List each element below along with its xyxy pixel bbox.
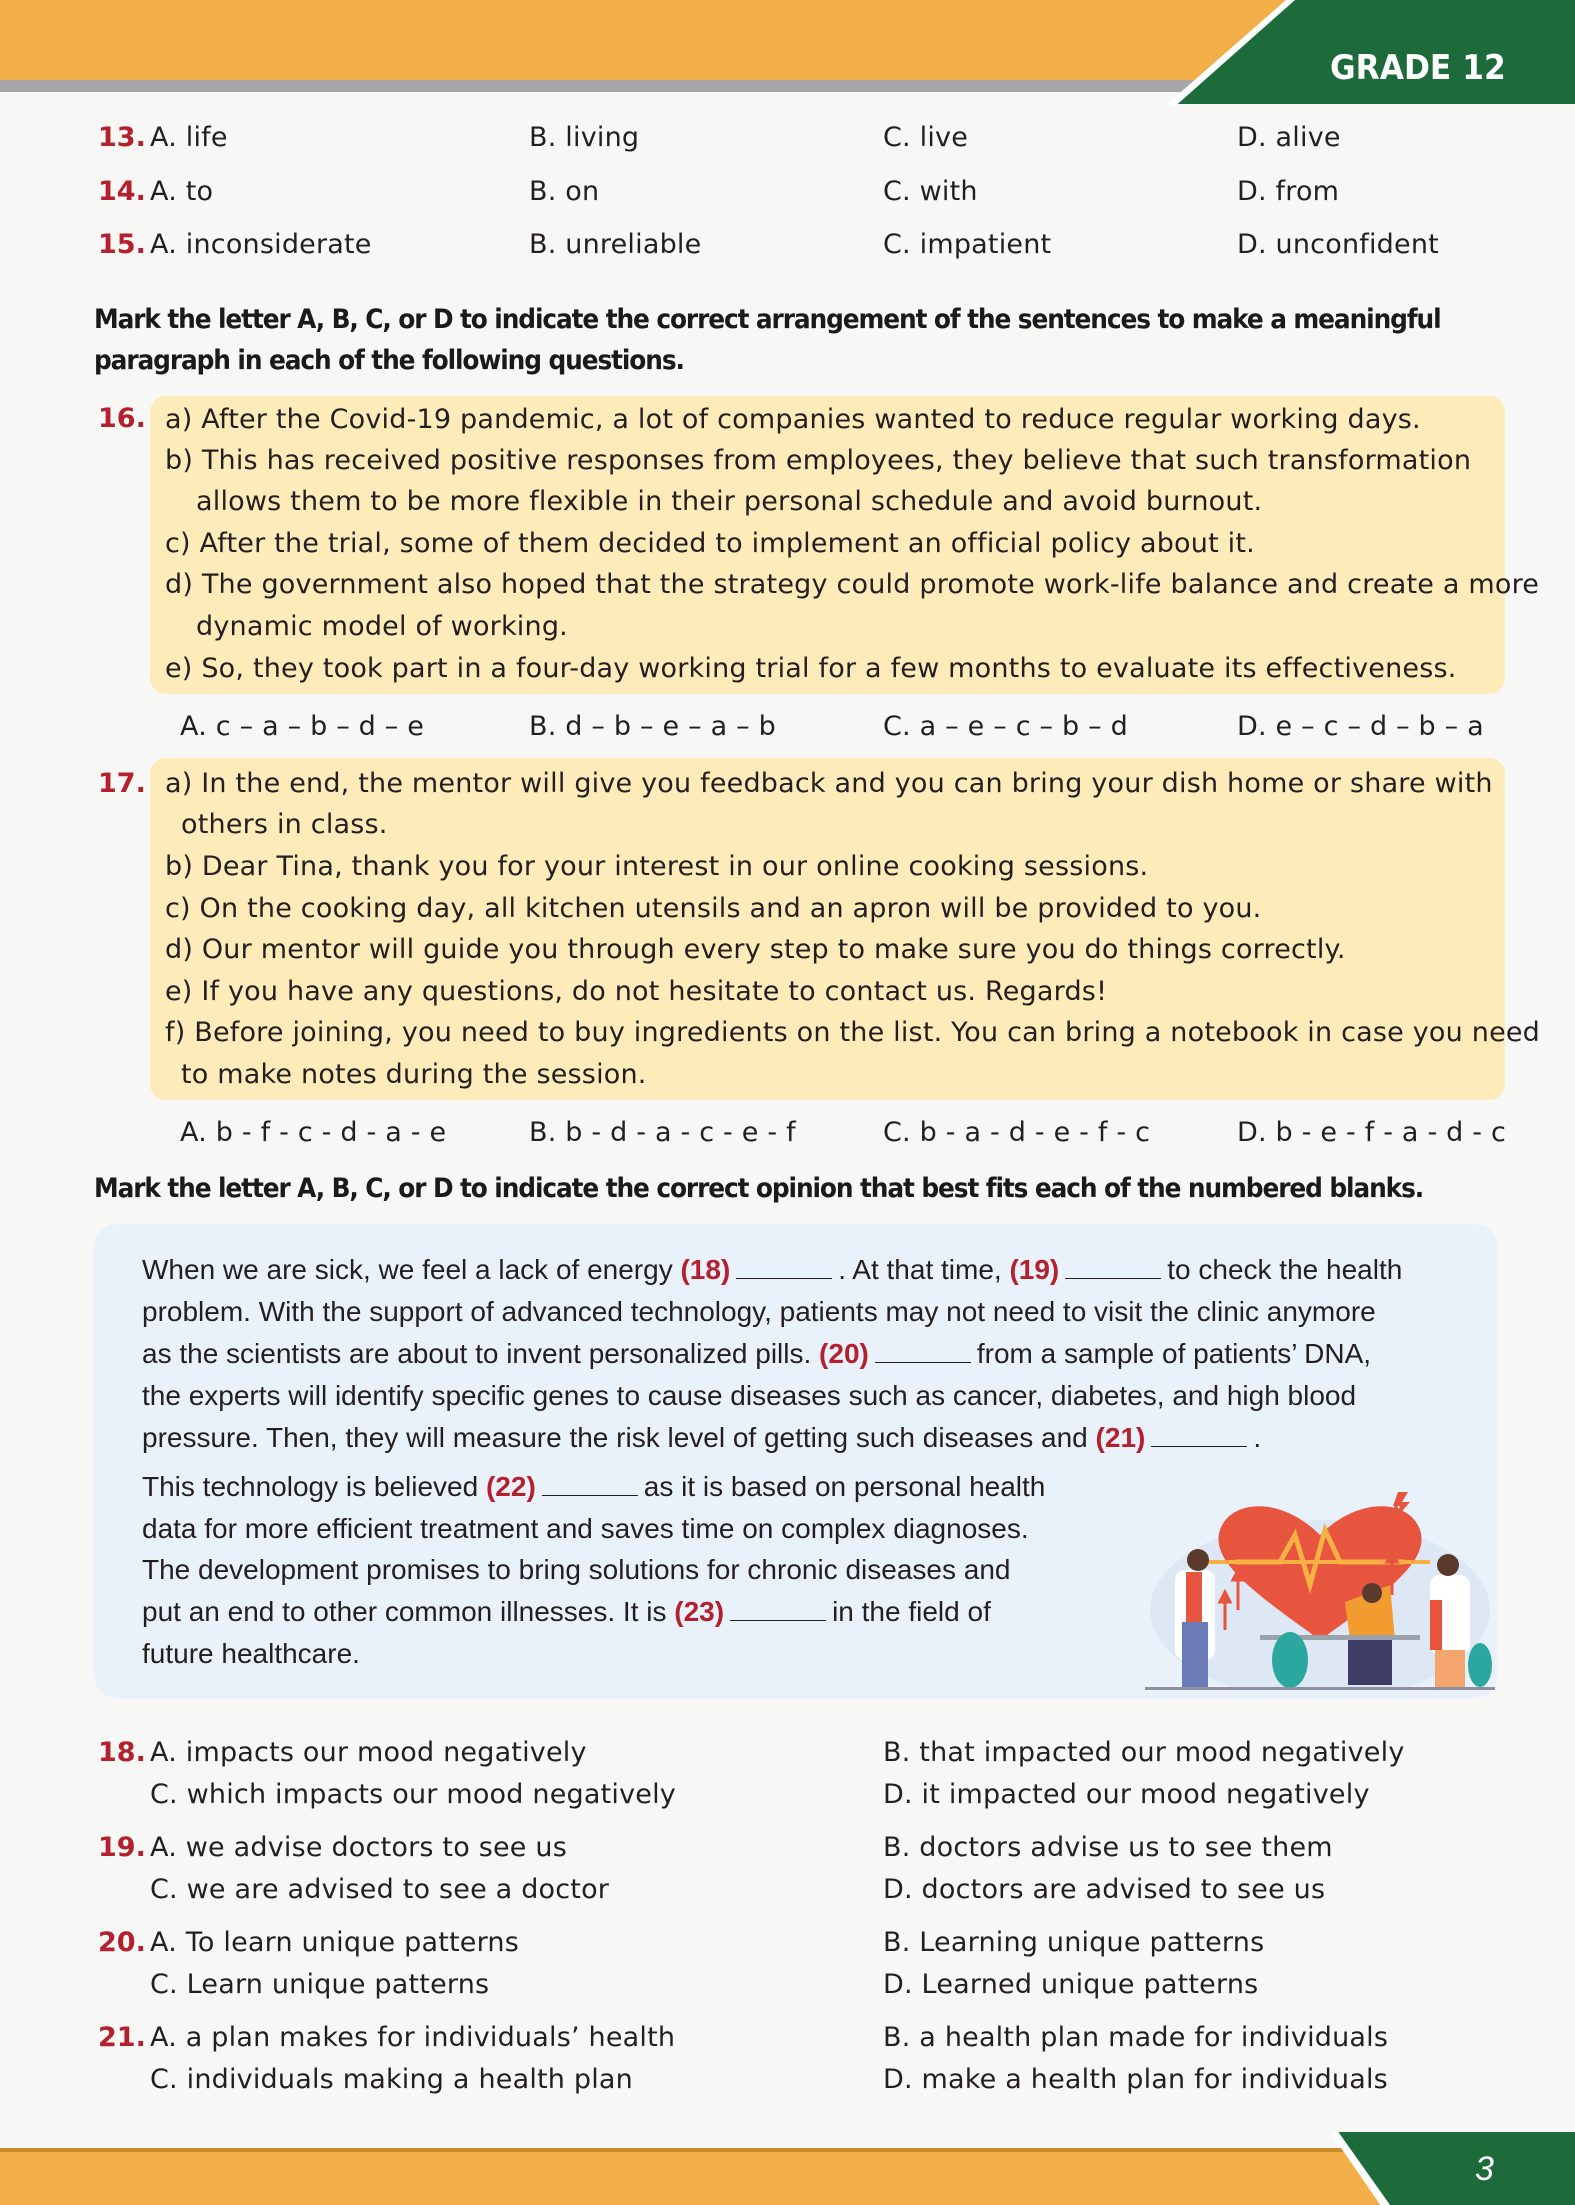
passage-line: The development promises to bring solutions for chronic diseases and: [142, 1554, 1011, 1585]
sentence-c: c) After the trial, some of them decided to implement an official policy about it.: [165, 528, 1255, 559]
sentence-b: b) This has received positive responses from employees, they believe that such transformation: [165, 445, 1472, 476]
option-b[interactable]: B. living: [529, 122, 640, 153]
grade-label: GRADE 12: [1330, 48, 1506, 88]
passage-line: data for more efficient treatment and saves time on complex diagnoses.: [142, 1513, 1029, 1544]
question-number: 18.: [98, 1737, 146, 1768]
page-number: 3: [1475, 2150, 1494, 2188]
sentence-d: d) Our mentor will guide you through every step to make sure you do things correctly.: [165, 934, 1346, 965]
question-number: 16.: [98, 403, 146, 434]
sentence-a-cont: others in class.: [181, 809, 388, 840]
option-c[interactable]: C. we are advised to see a doctor: [150, 1874, 610, 1905]
question-number: 17.: [98, 768, 146, 799]
question-number: 14.: [98, 176, 146, 207]
blank-21[interactable]: [1151, 1424, 1247, 1447]
option-d[interactable]: D. Learned unique patterns: [883, 1969, 1259, 2000]
passage-line: as the scientists are about to invent personalized pills. (20) from a sample of patients’ DNA,: [142, 1338, 1372, 1369]
question-number: 19.: [98, 1832, 146, 1863]
passage-line: When we are sick, we feel a lack of energy (18) . At that time, (19) to check the health: [142, 1254, 1403, 1285]
option-b[interactable]: B. doctors advise us to see them: [883, 1832, 1333, 1863]
option-b[interactable]: B. a health plan made for individuals: [883, 2022, 1389, 2053]
question-number: 15.: [98, 229, 146, 260]
floor-line: [1145, 1687, 1495, 1690]
header-orange-band: [0, 0, 1300, 80]
option-c[interactable]: C. with: [883, 176, 978, 207]
sentence-f: f) Before joining, you need to buy ingredients on the list. You can bring a notebook in case you need: [165, 1017, 1541, 1048]
option-a[interactable]: A. To learn unique patterns: [150, 1927, 519, 1958]
healthcare-heart-illustration: [1130, 1490, 1510, 1690]
option-d[interactable]: D. alive: [1237, 122, 1341, 153]
option-c[interactable]: C. which impacts our mood negatively: [150, 1779, 676, 1810]
sentence-e: e) If you have any questions, do not hesitate to contact us. Regards!: [165, 976, 1108, 1007]
sentence-a: a) After the Covid-19 pandemic, a lot of companies wanted to reduce regular working days.: [165, 404, 1421, 435]
blank-label-18: (18): [680, 1254, 731, 1285]
option-d[interactable]: D. b - e - f - a - d - c: [1237, 1117, 1507, 1148]
option-d[interactable]: D. it impacted our mood negatively: [883, 1779, 1370, 1810]
option-a[interactable]: A. life: [150, 122, 228, 153]
option-c[interactable]: C. a – e – c – b – d: [883, 711, 1128, 742]
blank-label-21: (21): [1095, 1422, 1146, 1453]
blank-label-20: (20): [819, 1338, 869, 1369]
blank-23[interactable]: [730, 1598, 826, 1621]
blank-20[interactable]: [875, 1340, 971, 1363]
option-c[interactable]: C. individuals making a health plan: [150, 2064, 633, 2095]
blank-22[interactable]: [542, 1473, 638, 1496]
passage-line: pressure. Then, they will measure the risk level of getting such diseases and (21) .: [142, 1422, 1262, 1453]
option-a[interactable]: A. a plan makes for individuals’ health: [150, 2022, 676, 2053]
option-b[interactable]: B. on: [529, 176, 600, 207]
sentence-b: b) Dear Tina, thank you for your interest in our online cooking sessions.: [165, 851, 1149, 882]
sentence-c: c) On the cooking day, all kitchen utensils and an apron will be provided to you.: [165, 893, 1262, 924]
option-d[interactable]: D. make a health plan for individuals: [883, 2064, 1388, 2095]
footer-orange-band: [0, 2148, 1400, 2205]
passage-line: This technology is believed (22) as it is based on personal health: [142, 1471, 1046, 1502]
option-a[interactable]: A. we advise doctors to see us: [150, 1832, 567, 1863]
option-a[interactable]: A. to: [150, 176, 214, 207]
header-gray-stripe: [0, 80, 1240, 92]
option-b[interactable]: B. Learning unique patterns: [883, 1927, 1265, 1958]
option-b[interactable]: B. b - d - a - c - e - f: [529, 1117, 796, 1148]
sentence-d: d) The government also hoped that the strategy could promote work-life balance and create a more: [165, 569, 1540, 600]
option-b[interactable]: B. d – b – e – a – b: [529, 711, 776, 742]
passage-line: problem. With the support of advanced technology, patients may not need to visit the clinic anymore: [142, 1296, 1376, 1327]
option-c[interactable]: C. b - a - d - e - f - c: [883, 1117, 1151, 1148]
passage-line: the experts will identify specific genes to cause diseases such as cancer, diabetes, and high blood: [142, 1380, 1357, 1411]
option-d[interactable]: D. e – c – d – b – a: [1237, 711, 1484, 742]
blank-label-23: (23): [674, 1596, 725, 1627]
sentence-e: e) So, they took part in a four-day working trial for a few months to evaluate its effectiveness.: [165, 653, 1457, 684]
question-number: 13.: [98, 122, 146, 153]
option-b[interactable]: B. unreliable: [529, 229, 702, 260]
sentence-d-cont: dynamic model of working.: [196, 611, 568, 642]
sentence-a: a) In the end, the mentor will give you feedback and you can bring your dish home or share with: [165, 768, 1493, 799]
option-c[interactable]: C. live: [883, 122, 969, 153]
question-number: 21.: [98, 2022, 146, 2053]
blank-19[interactable]: [1065, 1256, 1161, 1279]
option-a[interactable]: A. impacts our mood negatively: [150, 1737, 587, 1768]
blank-label-19: (19): [1009, 1254, 1060, 1285]
passage-line: put an end to other common illnesses. It is (23) in the field of: [142, 1596, 991, 1627]
sentence-f-cont: to make notes during the session.: [181, 1059, 647, 1090]
option-d[interactable]: D. doctors are advised to see us: [883, 1874, 1326, 1905]
blank-label-22: (22): [485, 1471, 536, 1502]
instruction-arrangement-line2: paragraph in each of the following questions.: [94, 345, 684, 376]
option-b[interactable]: B. that impacted our mood negatively: [883, 1737, 1405, 1768]
sentence-b-cont: allows them to be more flexible in their personal schedule and avoid burnout.: [196, 486, 1263, 517]
option-a[interactable]: A. inconsiderate: [150, 229, 372, 260]
instruction-arrangement-line1: Mark the letter A, B, C, or D to indicate the correct arrangement of the sentences to make a meaningful: [94, 304, 1441, 335]
blank-18[interactable]: [736, 1256, 832, 1279]
passage-line: future healthcare.: [142, 1638, 360, 1669]
option-c[interactable]: C. impatient: [883, 229, 1052, 260]
question-number: 20.: [98, 1927, 146, 1958]
option-a[interactable]: A. b - f - c - d - a - e: [180, 1117, 447, 1148]
instruction-blanks: Mark the letter A, B, C, or D to indicate the correct opinion that best fits each of the numbered blanks.: [94, 1173, 1424, 1204]
option-c[interactable]: C. Learn unique patterns: [150, 1969, 490, 2000]
option-a[interactable]: A. c – a – b – d – e: [180, 711, 425, 742]
option-d[interactable]: D. unconfident: [1237, 229, 1439, 260]
option-d[interactable]: D. from: [1237, 176, 1340, 207]
